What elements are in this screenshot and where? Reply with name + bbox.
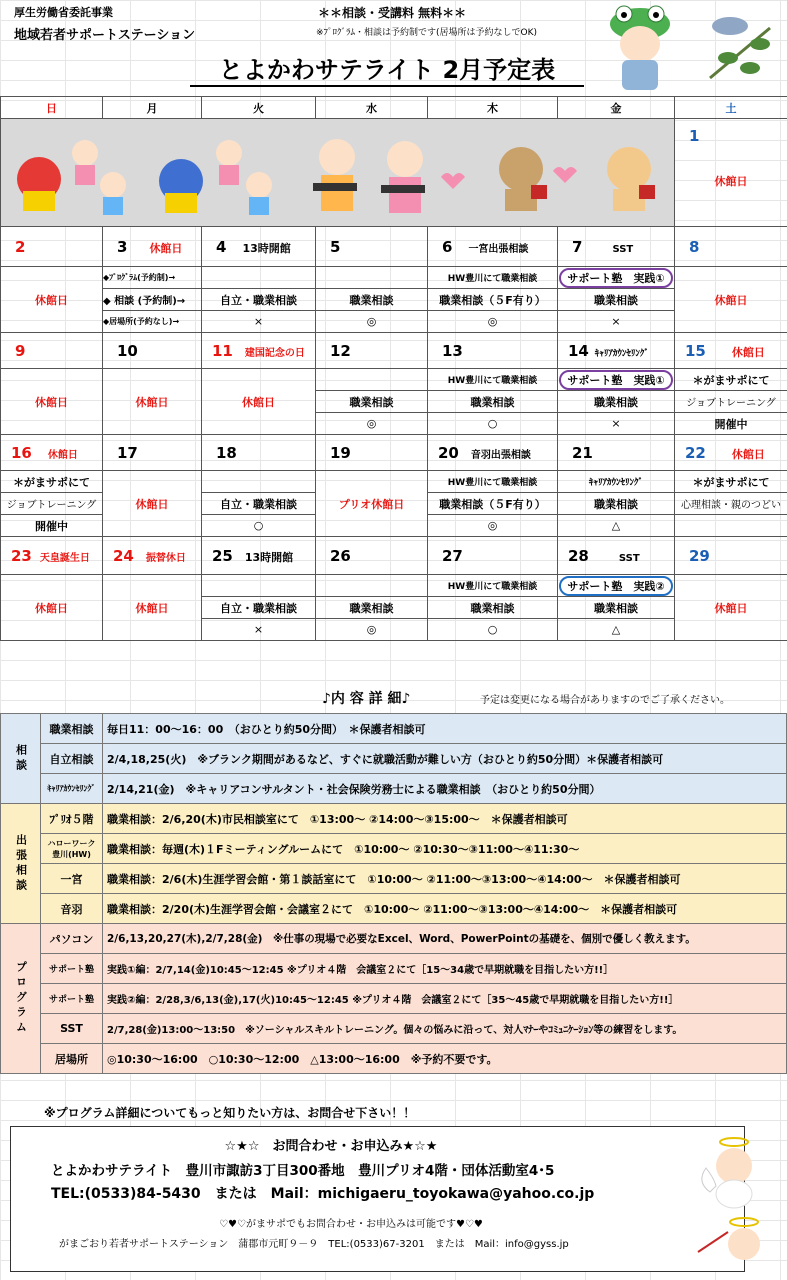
kaisai-note: 開催中 xyxy=(675,413,787,435)
day-7 xyxy=(558,227,675,267)
day-22 xyxy=(675,435,787,471)
row-value: 実践①編：2/7,14(金)10:45～12:45 ※プリオ４階 会議室２にて［15～34歳で早期就職を目指したい方!!］ xyxy=(103,954,787,984)
day-11 xyxy=(202,333,316,369)
closed-label: 休館日 xyxy=(1,369,103,435)
closed-label: 休館日 xyxy=(149,241,183,255)
gamasapo-note: ＊がまサポにて xyxy=(675,471,787,493)
weekday-sat: 土 xyxy=(675,97,787,119)
ibasho-mark: △ xyxy=(558,515,675,537)
holiday-note: 建国記念の日 xyxy=(244,347,305,359)
closed-label: 休館日 xyxy=(1,575,103,641)
row-value: 職業相談：2/20(木)生涯学習会館・会議室２にて ①10:00～ ②11:00～③13:00～④14:00～ ＊保護者相談可 xyxy=(103,894,787,924)
row-key: SST xyxy=(41,1014,103,1044)
category-program: プログラム xyxy=(1,924,41,1074)
date-10: 10 xyxy=(103,333,202,369)
row-value: 2/4,18,25(火) ※ブランク期間があるなど、すぐに就職活動が難しい方（おひとり約50分間）＊保護者相談可 xyxy=(103,744,787,774)
closed-label: 休館日 xyxy=(675,575,787,641)
category-outreach: 出張相談 xyxy=(1,804,41,924)
date-16: 16 xyxy=(11,443,32,462)
ibasho-mark: ○ xyxy=(428,413,558,435)
date-22: 22 xyxy=(685,443,706,462)
row-key: ﾌﾟﾘｵ５階 xyxy=(41,804,103,834)
closed-label: 休館日 xyxy=(714,175,748,188)
setsubun-illustration-icon xyxy=(1,119,673,223)
row-value: 毎日11：00～16：00 （おひとり約50分間） ＊保護者相談可 xyxy=(103,714,787,744)
day-6 xyxy=(428,227,558,267)
contact-address: とよかわサテライト 豊川市諏訪3丁目300番地 豊川プリオ4階・団体活動室4･5 xyxy=(51,1163,555,1179)
job-training: ジョブトレーニング xyxy=(1,493,103,515)
day-3 xyxy=(103,227,202,267)
jiritsu-consult: 自立・職業相談 xyxy=(202,493,316,515)
day-20 xyxy=(428,435,558,471)
ibasho-mark: ◎ xyxy=(316,413,428,435)
support-juku-1: サポート塾 実践① xyxy=(559,268,672,288)
date-11: 11 xyxy=(212,341,233,360)
date-26: 26 xyxy=(316,537,428,575)
gamasapo-contact: ♡♥♡がまサポでもお問合わせ・お申込みは可能です♥♡♥ xyxy=(219,1219,483,1230)
job-consult: 職業相談 xyxy=(558,391,675,413)
day-4 xyxy=(202,227,316,267)
career-note: ｷｬﾘｱｶｳﾝｾﾘﾝｸﾞ xyxy=(594,348,649,359)
closed-label: 休館日 xyxy=(103,369,202,435)
ibasho-mark: × xyxy=(558,311,675,333)
hw-consult: HW豊川にて職業相談 xyxy=(428,471,558,493)
job-consult: 職業相談 xyxy=(316,597,428,619)
gamasapo-note: ＊がまサポにて xyxy=(1,471,103,493)
date-24: 24 xyxy=(113,546,134,565)
change-note: 予定は変更になる場合がありますのでご了承ください。 xyxy=(480,695,730,706)
job-consult: 職業相談 xyxy=(316,391,428,413)
jiritsu-consult: 自立・職業相談 xyxy=(202,597,316,619)
date-5: 5 xyxy=(316,227,428,267)
date-1: 1 xyxy=(689,127,700,145)
ichinomiya-note: 一宮出張相談 xyxy=(468,243,529,255)
row-key: 自立相談 xyxy=(41,744,103,774)
gamasapo-note: ＊がまサポにて xyxy=(675,369,787,391)
ibasho-mark: ◎ xyxy=(428,311,558,333)
job-consult-5f: 職業相談（５F有り） xyxy=(428,289,558,311)
holiday-note: 天皇誕生日 xyxy=(39,552,90,564)
row-value: 2/7,28(金)13:00～13:50 ※ソーシャルスキルトレーニング。個々の悩みに沿って、対人ﾏﾅｰやｺﾐｭﾆｹｰｼｮﾝ等の練習をします。 xyxy=(103,1014,787,1044)
category-consult: 相談 xyxy=(1,714,41,804)
closed-label: 休館日 xyxy=(47,449,78,461)
open-13-note: 13時開館 xyxy=(242,241,291,255)
weekday-sun: 日 xyxy=(1,97,103,119)
date-8: 8 xyxy=(675,227,787,267)
ibasho-mark: ○ xyxy=(202,515,316,537)
closed-label: 休館日 xyxy=(103,471,202,537)
row-key: サポート塾 xyxy=(41,954,103,984)
page-title: とよかわサテライト 2月予定表 xyxy=(190,50,584,87)
org-label: 厚生労働省委託事業 xyxy=(14,6,113,19)
day-24 xyxy=(103,537,202,575)
support-juku-1: サポート塾 実践① xyxy=(559,370,672,390)
weekday-tue: 火 xyxy=(202,97,316,119)
jiritsu-consult: 自立・職業相談 xyxy=(202,289,316,311)
closed-label: 休館日 xyxy=(731,345,765,359)
row-key: ｷｬﾘｱｶｳﾝｾﾘﾝｸﾞ xyxy=(41,774,103,804)
weekday-thu: 木 xyxy=(428,97,558,119)
weekday-fri: 金 xyxy=(558,97,675,119)
substitute-holiday: 振替休日 xyxy=(145,552,186,564)
otowa-note: 音羽出張相談 xyxy=(470,449,531,461)
org-name: 地域若者サポートステーション xyxy=(14,28,196,43)
program-legend: ◆ﾌﾟﾛｸﾞﾗﾑ(予約制)→ xyxy=(103,267,202,289)
job-consult: 職業相談 xyxy=(428,597,558,619)
open-13-note: 13時開館 xyxy=(244,550,294,564)
ibasho-mark: × xyxy=(202,619,316,641)
ibasho-legend: ◆居場所(予約なし)→ xyxy=(103,311,202,333)
prio-closed: プリオ休館日 xyxy=(316,471,428,537)
row-key: 職業相談 xyxy=(41,714,103,744)
sst-note: SST xyxy=(612,243,634,255)
ibasho-mark: △ xyxy=(558,619,675,641)
row-value: 実践②編：2/28,3/6,13(金),17(火)10:45～12:45 ※プリオ４階 会議室２にて［35～45歳で早期就職を目指したい方!!］ xyxy=(103,984,787,1014)
day-15 xyxy=(675,333,787,369)
job-consult: 職業相談 xyxy=(316,289,428,311)
closed-label: 休館日 xyxy=(731,447,765,461)
date-6: 6 xyxy=(442,237,453,256)
ibasho-mark: × xyxy=(202,311,316,333)
closed-label: 休館日 xyxy=(202,369,316,435)
row-key: パソコン xyxy=(41,924,103,954)
date-20: 20 xyxy=(438,443,459,462)
weekday-header xyxy=(1,97,787,119)
weekday-mon: 月 xyxy=(103,97,202,119)
frog-mascot-icon xyxy=(602,2,678,94)
support-juku-2: サポート塾 実践② xyxy=(559,576,672,596)
date-13: 13 xyxy=(428,333,558,369)
day-16 xyxy=(1,435,103,471)
date-21: 21 xyxy=(558,435,675,471)
row-key: 居場所 xyxy=(41,1044,103,1074)
psych-consult: 心理相談・親のつどい xyxy=(675,493,787,515)
calendar xyxy=(0,96,787,641)
contact-heading: ☆★☆ お問合わせ・お申込み★☆★ xyxy=(224,1139,438,1154)
date-29: 29 xyxy=(675,537,787,575)
date-3: 3 xyxy=(117,237,128,256)
kaisai-note: 開催中 xyxy=(1,515,103,537)
row-key: 一宮 xyxy=(41,864,103,894)
date-9: 9 xyxy=(1,333,103,369)
job-consult: 職業相談 xyxy=(558,289,675,311)
job-consult: 職業相談 xyxy=(428,391,558,413)
row-key: サポート塾 xyxy=(41,984,103,1014)
row-value: 職業相談：2/6(木)生涯学習会館・第１談話室にて ①10:00～ ②11:00～③13:00～④14:00～ ＊保護者相談可 xyxy=(103,864,787,894)
row-key: 音羽 xyxy=(41,894,103,924)
reservation-note: ※ﾌﾟﾛｸﾞﾗﾑ・相談は予約制です(居場所は予約なしでOK) xyxy=(316,28,538,38)
job-training: ジョブトレーニング xyxy=(675,391,787,413)
row-value: ◎10:30～16:00 ○10:30～12:00 △13:00～16:00 ※予約不要です。 xyxy=(103,1044,787,1074)
closed-label: 休館日 xyxy=(103,575,202,641)
detail-heading: ♪内 容 詳 細♪ xyxy=(322,691,411,707)
ibasho-mark: ◎ xyxy=(316,311,428,333)
closed-label: 休館日 xyxy=(1,267,103,333)
date-14: 14 xyxy=(568,341,589,360)
date-19: 19 xyxy=(316,435,428,471)
weekday-wed: 水 xyxy=(316,97,428,119)
date-15: 15 xyxy=(685,341,706,360)
job-consult: 職業相談 xyxy=(558,597,675,619)
day-23 xyxy=(1,537,103,575)
ibasho-mark: ○ xyxy=(428,619,558,641)
day-14 xyxy=(558,333,675,369)
hw-consult: HW豊川にて職業相談 xyxy=(428,267,558,289)
closed-label: 休館日 xyxy=(675,267,787,333)
hw-consult: HW豊川にて職業相談 xyxy=(428,369,558,391)
date-2: 2 xyxy=(1,227,103,267)
date-12: 12 xyxy=(316,333,428,369)
sst-note: SST xyxy=(618,552,640,564)
ibasho-mark: × xyxy=(558,413,675,435)
gamasapo-address: がまごおり若者サポートステーション 蒲郡市元町９－９ TEL:(0533)67-3201 または Mail：info@gyss.jp xyxy=(59,1239,569,1250)
job-consult: 職業相談 xyxy=(558,493,675,515)
contact-box xyxy=(10,1126,745,1272)
ibasho-mark: ◎ xyxy=(428,515,558,537)
date-17: 17 xyxy=(103,435,202,471)
row-value: 2/14,21(金) ※キャリアコンサルタント・社会保険労務士による職業相談 （おひとり約50分間） xyxy=(103,774,787,804)
leaf-fish-icon xyxy=(700,8,780,88)
cupid-icon xyxy=(688,1132,782,1272)
illustration-banner xyxy=(1,119,675,227)
program-footnote: ※プログラム詳細についてもっと知りたい方は、お問合せ下さい！！ xyxy=(44,1106,416,1120)
row-key: ハローワーク豊川(HW) xyxy=(41,834,103,864)
date-7: 7 xyxy=(572,237,583,256)
free-notice: ＊＊相談・受講料 無料＊＊ xyxy=(318,6,467,20)
day-1 xyxy=(675,119,787,227)
date-27: 27 xyxy=(428,537,558,575)
header xyxy=(0,0,787,96)
date-25: 25 xyxy=(212,546,233,565)
row-value: 職業相談：2/6,20(木)市民相談室にて ①13:00～ ②14:00～③15:00～ ＊保護者相談可 xyxy=(103,804,787,834)
detail-table xyxy=(0,713,787,1074)
ibasho-mark: ◎ xyxy=(316,619,428,641)
contact-tel-mail: TEL:(0533)84-5430 または Mail：michigaeru_toyokawa@yahoo.co.jp xyxy=(51,1186,595,1202)
career-counseling: ｷｬﾘｱｶｳﾝｾﾘﾝｸﾞ xyxy=(558,471,675,493)
date-18: 18 xyxy=(202,435,316,471)
date-28: 28 xyxy=(568,546,589,565)
date-4: 4 xyxy=(216,237,227,256)
job-consult-5f: 職業相談（５F有り） xyxy=(428,493,558,515)
day-25 xyxy=(202,537,316,575)
consult-legend: ◆ 相談 (予約制)→ xyxy=(103,289,202,311)
hw-consult: HW豊川にて職業相談 xyxy=(428,575,558,597)
row-value: 2/6,13,20,27(木),2/7,28(金) ※仕事の現場で必要なExcel、Word、PowerPointの基礎を、個別で優しく教えます。 xyxy=(103,924,787,954)
row-value: 職業相談：毎週(木)１Fミーティングルームにて ①10:00～ ②10:30～③11:00～④11:30～ xyxy=(103,834,787,864)
date-23: 23 xyxy=(11,546,32,565)
day-28 xyxy=(558,537,675,575)
